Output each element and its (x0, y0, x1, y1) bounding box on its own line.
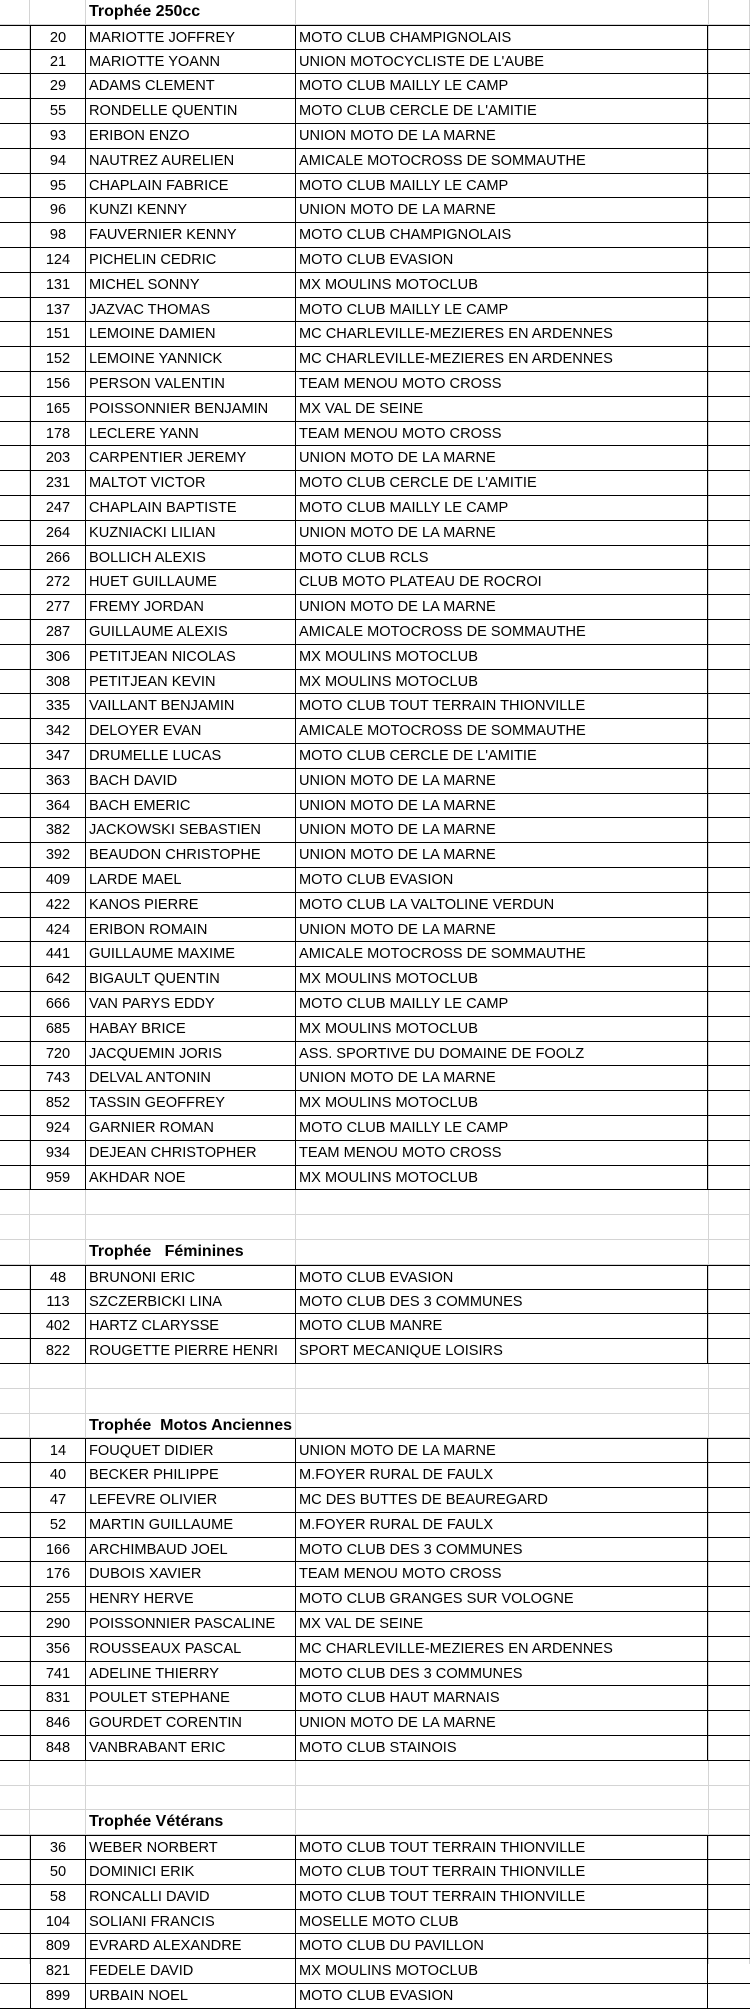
table-row (0, 670, 750, 695)
club-name: MOTO CLUB MAILLY LE CAMP (295, 496, 708, 520)
rider-number: 266 (30, 546, 85, 570)
club-name: MX VAL DE SEINE (295, 397, 708, 421)
club-name: CLUB MOTO PLATEAU DE ROCROI (295, 570, 708, 594)
rider-number: 741 (30, 1662, 85, 1686)
rider-number: 124 (30, 248, 85, 272)
club-name: MOTO CLUB EVASION (295, 248, 708, 272)
table-row (0, 1612, 750, 1637)
club-name: MOTO CLUB EVASION (295, 868, 708, 892)
rider-name: BOLLICH ALEXIS (85, 546, 295, 570)
club-name: AMICALE MOTOCROSS DE SOMMAUTHE (295, 942, 708, 966)
rider-number: 48 (30, 1266, 85, 1289)
club-name: AMICALE MOTOCROSS DE SOMMAUTHE (295, 719, 708, 743)
rider-number: 272 (30, 570, 85, 594)
rider-number: 342 (30, 719, 85, 743)
club-name: MOTO CLUB MAILLY LE CAMP (295, 992, 708, 1016)
rider-number: 152 (30, 347, 85, 371)
club-name: MOTO CLUB TOUT TERRAIN THIONVILLE (295, 1860, 708, 1884)
table-row (0, 322, 750, 347)
table-row (0, 372, 750, 397)
rider-name: BEAUDON CHRISTOPHE (85, 843, 295, 867)
club-name: MX MOULINS MOTOCLUB (295, 1017, 708, 1041)
rider-number: 95 (30, 174, 85, 198)
rider-number: 151 (30, 322, 85, 346)
club-name: MOTO CLUB CERCLE DE L'AMITIE (295, 99, 708, 123)
table-row (0, 74, 750, 99)
rider-name: EVRARD ALEXANDRE (85, 1934, 295, 1958)
rider-name: POISSONNIER PASCALINE (85, 1612, 295, 1636)
rider-name: DUBOIS XAVIER (85, 1562, 295, 1586)
rider-name: RONCALLI DAVID (85, 1885, 295, 1909)
rider-name: JACKOWSKI SEBASTIEN (85, 818, 295, 842)
rider-number: 231 (30, 471, 85, 495)
club-name: MX MOULINS MOTOCLUB (295, 1959, 708, 1983)
rider-number: 98 (30, 223, 85, 247)
table-row (0, 1141, 750, 1166)
blank-row (0, 1364, 750, 1389)
blank-row (0, 1389, 750, 1414)
table-row (0, 595, 750, 620)
club-name: UNION MOTO DE LA MARNE (295, 446, 708, 470)
rider-name: HUET GUILLAUME (85, 570, 295, 594)
club-name: MX VAL DE SEINE (295, 1612, 708, 1636)
rider-name: ARCHIMBAUD JOEL (85, 1538, 295, 1562)
club-name: MOSELLE MOTO CLUB (295, 1910, 708, 1934)
club-name: MOTO CLUB LA VALTOLINE VERDUN (295, 893, 708, 917)
rider-name: GOURDET CORENTIN (85, 1711, 295, 1735)
rider-name: ERIBON ENZO (85, 124, 295, 148)
table-row (0, 50, 750, 75)
rider-name: VANBRABANT ERIC (85, 1736, 295, 1760)
section-title-row (0, 1240, 750, 1265)
table-row (0, 1091, 750, 1116)
table-row (0, 1017, 750, 1042)
rider-name: HENRY HERVE (85, 1587, 295, 1611)
table-row (0, 446, 750, 471)
rider-number: 422 (30, 893, 85, 917)
table-row (0, 397, 750, 422)
club-name: MOTO CLUB STAINOIS (295, 1736, 708, 1760)
rider-number: 14 (30, 1439, 85, 1462)
rider-name: CHAPLAIN BAPTISTE (85, 496, 295, 520)
table-row (0, 521, 750, 546)
table-row (0, 694, 750, 719)
rider-name: FREMY JORDAN (85, 595, 295, 619)
rider-number: 52 (30, 1513, 85, 1537)
table-row (0, 1066, 750, 1091)
club-name: MOTO CLUB EVASION (295, 1984, 708, 2008)
rider-number: 308 (30, 670, 85, 694)
rider-name: DELVAL ANTONIN (85, 1066, 295, 1090)
rider-number: 131 (30, 273, 85, 297)
rider-name: LEMOINE YANNICK (85, 347, 295, 371)
rider-name: ADELINE THIERRY (85, 1662, 295, 1686)
rider-number: 720 (30, 1042, 85, 1066)
rider-number: 821 (30, 1959, 85, 1983)
rider-number: 899 (30, 1984, 85, 2008)
club-name: TEAM MENOU MOTO CROSS (295, 1562, 708, 1586)
blank-row (0, 1786, 750, 1811)
club-name: TEAM MENOU MOTO CROSS (295, 1141, 708, 1165)
rider-name: PETITJEAN NICOLAS (85, 645, 295, 669)
rider-number: 176 (30, 1562, 85, 1586)
rider-name: KUNZI KENNY (85, 198, 295, 222)
rider-number: 743 (30, 1066, 85, 1090)
rider-name: DRUMELLE LUCAS (85, 744, 295, 768)
club-name: MC DES BUTTES DE BEAUREGARD (295, 1488, 708, 1512)
rider-name: BIGAULT QUENTIN (85, 967, 295, 991)
club-name: MOTO CLUB GRANGES SUR VOLOGNE (295, 1587, 708, 1611)
rider-number: 94 (30, 149, 85, 173)
club-name: UNION MOTO DE LA MARNE (295, 818, 708, 842)
club-name: MOTO CLUB EVASION (295, 1266, 708, 1289)
section-title: Trophée 250cc (89, 3, 201, 20)
club-name: MOTO CLUB DES 3 COMMUNES (295, 1538, 708, 1562)
rider-number: 666 (30, 992, 85, 1016)
club-name: UNION MOTO DE LA MARNE (295, 124, 708, 148)
rider-name: BACH DAVID (85, 769, 295, 793)
rider-number: 40 (30, 1463, 85, 1487)
club-name: MOTO CLUB TOUT TERRAIN THIONVILLE (295, 694, 708, 718)
rider-number: 203 (30, 446, 85, 470)
rider-number: 36 (30, 1836, 85, 1859)
rider-number: 287 (30, 620, 85, 644)
rider-name: LARDE MAEL (85, 868, 295, 892)
rider-name: WEBER NORBERT (85, 1836, 295, 1859)
club-name: MOTO CLUB MAILLY LE CAMP (295, 1116, 708, 1140)
table-row (0, 868, 750, 893)
club-name: UNION MOTOCYCLISTE DE L'AUBE (295, 50, 708, 74)
table-row (0, 1860, 750, 1885)
rider-number: 846 (30, 1711, 85, 1735)
rider-name: MARIOTTE JOFFREY (85, 26, 295, 49)
rider-name: POULET STEPHANE (85, 1686, 295, 1710)
club-name: UNION MOTO DE LA MARNE (295, 198, 708, 222)
club-name: MX MOULINS MOTOCLUB (295, 1091, 708, 1115)
table-row (0, 744, 750, 769)
table-row (0, 198, 750, 223)
table-row (0, 99, 750, 124)
table-row (0, 1314, 750, 1339)
club-name: AMICALE MOTOCROSS DE SOMMAUTHE (295, 620, 708, 644)
rider-number: 21 (30, 50, 85, 74)
club-name: UNION MOTO DE LA MARNE (295, 794, 708, 818)
club-name: UNION MOTO DE LA MARNE (295, 1711, 708, 1735)
rider-number: 809 (30, 1934, 85, 1958)
rider-name: NAUTREZ AURELIEN (85, 149, 295, 173)
table-row (0, 794, 750, 819)
rider-name: VAILLANT BENJAMIN (85, 694, 295, 718)
rider-number: 96 (30, 198, 85, 222)
table-row (0, 769, 750, 794)
rider-number: 959 (30, 1166, 85, 1190)
section-title-row (0, 1414, 750, 1439)
table-row (0, 942, 750, 967)
rider-number: 247 (30, 496, 85, 520)
rider-number: 255 (30, 1587, 85, 1611)
rider-name: MALTOT VICTOR (85, 471, 295, 495)
table-row (0, 1835, 750, 1860)
rider-name: DOMINICI ERIK (85, 1860, 295, 1884)
rider-name: HARTZ CLARYSSE (85, 1314, 295, 1338)
table-row (0, 1662, 750, 1687)
table-row (0, 1910, 750, 1935)
rider-name: ROUGETTE PIERRE HENRI (85, 1339, 295, 1363)
table-row (0, 1265, 750, 1290)
rider-name: LEMOINE DAMIEN (85, 322, 295, 346)
table-row (0, 1587, 750, 1612)
rider-name: TASSIN GEOFFREY (85, 1091, 295, 1115)
rider-number: 104 (30, 1910, 85, 1934)
rider-name: JAZVAC THOMAS (85, 298, 295, 322)
rider-name: KANOS PIERRE (85, 893, 295, 917)
rider-name: RONDELLE QUENTIN (85, 99, 295, 123)
club-name: MOTO CLUB DES 3 COMMUNES (295, 1662, 708, 1686)
rider-number: 166 (30, 1538, 85, 1562)
rider-name: BACH EMERIC (85, 794, 295, 818)
table-row (0, 1488, 750, 1513)
table-row (0, 1513, 750, 1538)
rider-number: 165 (30, 397, 85, 421)
rider-name: BECKER PHILIPPE (85, 1463, 295, 1487)
rider-number: 29 (30, 74, 85, 98)
rider-name: MICHEL SONNY (85, 273, 295, 297)
rider-name: SZCZERBICKI LINA (85, 1290, 295, 1314)
club-name: MOTO CLUB DES 3 COMMUNES (295, 1290, 708, 1314)
rider-number: 852 (30, 1091, 85, 1115)
rider-name: MARIOTTE YOANN (85, 50, 295, 74)
rider-name: MARTIN GUILLAUME (85, 1513, 295, 1537)
section-title-row (0, 1810, 750, 1835)
rider-name: PETITJEAN KEVIN (85, 670, 295, 694)
rider-number: 382 (30, 818, 85, 842)
table-row (0, 620, 750, 645)
rider-number: 50 (30, 1860, 85, 1884)
club-name: UNION MOTO DE LA MARNE (295, 595, 708, 619)
rider-number: 934 (30, 1141, 85, 1165)
section-title: Trophée Féminines (89, 1243, 244, 1260)
rider-name: PICHELIN CEDRIC (85, 248, 295, 272)
rider-name: BRUNONI ERIC (85, 1266, 295, 1289)
rider-number: 848 (30, 1736, 85, 1760)
club-name: MOTO CLUB TOUT TERRAIN THIONVILLE (295, 1885, 708, 1909)
rider-number: 290 (30, 1612, 85, 1636)
rider-name: JACQUEMIN JORIS (85, 1042, 295, 1066)
table-row (0, 1562, 750, 1587)
table-row (0, 1042, 750, 1067)
club-name: MOTO CLUB RCLS (295, 546, 708, 570)
rider-number: 424 (30, 918, 85, 942)
club-name: AMICALE MOTOCROSS DE SOMMAUTHE (295, 149, 708, 173)
table-row (0, 1438, 750, 1463)
blank-row (0, 1190, 750, 1215)
table-row (0, 818, 750, 843)
table-row (0, 719, 750, 744)
rider-name: FOUQUET DIDIER (85, 1439, 295, 1462)
rider-number: 924 (30, 1116, 85, 1140)
rider-name: KUZNIACKI LILIAN (85, 521, 295, 545)
club-name: TEAM MENOU MOTO CROSS (295, 372, 708, 396)
club-name: UNION MOTO DE LA MARNE (295, 918, 708, 942)
table-row (0, 893, 750, 918)
table-row (0, 471, 750, 496)
table-row (0, 1116, 750, 1141)
club-name: MOTO CLUB CERCLE DE L'AMITIE (295, 471, 708, 495)
table-row (0, 25, 750, 50)
rider-number: 822 (30, 1339, 85, 1363)
rider-name: CARPENTIER JEREMY (85, 446, 295, 470)
rider-name: CHAPLAIN FABRICE (85, 174, 295, 198)
table-row (0, 1538, 750, 1563)
rider-number: 93 (30, 124, 85, 148)
club-name: MOTO CLUB CHAMPIGNOLAIS (295, 223, 708, 247)
rider-number: 156 (30, 372, 85, 396)
table-row (0, 1290, 750, 1315)
table-row (0, 1959, 750, 1984)
rider-number: 441 (30, 942, 85, 966)
rider-number: 55 (30, 99, 85, 123)
club-name: MOTO CLUB HAUT MARNAIS (295, 1686, 708, 1710)
club-name: UNION MOTO DE LA MARNE (295, 843, 708, 867)
table-row (0, 570, 750, 595)
rider-name: HABAY BRICE (85, 1017, 295, 1041)
rider-number: 363 (30, 769, 85, 793)
rider-number: 47 (30, 1488, 85, 1512)
club-name: TEAM MENOU MOTO CROSS (295, 422, 708, 446)
rider-number: 264 (30, 521, 85, 545)
rider-number: 364 (30, 794, 85, 818)
table-row (0, 1711, 750, 1736)
table-row (0, 223, 750, 248)
club-name: MC CHARLEVILLE-MEZIERES EN ARDENNES (295, 347, 708, 371)
rider-number: 113 (30, 1290, 85, 1314)
rider-name: LECLERE YANN (85, 422, 295, 446)
rider-number: 685 (30, 1017, 85, 1041)
table-row (0, 1934, 750, 1959)
club-name: MX MOULINS MOTOCLUB (295, 273, 708, 297)
table-row (0, 992, 750, 1017)
table-row (0, 1463, 750, 1488)
club-name: MOTO CLUB MAILLY LE CAMP (295, 298, 708, 322)
club-name: UNION MOTO DE LA MARNE (295, 1439, 708, 1462)
rider-number: 306 (30, 645, 85, 669)
rider-name: URBAIN NOEL (85, 1984, 295, 2008)
table-row (0, 1339, 750, 1364)
club-name: MX MOULINS MOTOCLUB (295, 1166, 708, 1190)
table-row (0, 1166, 750, 1191)
club-name: MX MOULINS MOTOCLUB (295, 645, 708, 669)
club-name: M.FOYER RURAL DE FAULX (295, 1463, 708, 1487)
rider-name: PERSON VALENTIN (85, 372, 295, 396)
rider-number: 277 (30, 595, 85, 619)
section-title: Trophée Motos Anciennes (89, 1416, 292, 1434)
club-name: MC CHARLEVILLE-MEZIERES EN ARDENNES (295, 322, 708, 346)
table-row (0, 347, 750, 372)
club-name: MOTO CLUB MAILLY LE CAMP (295, 174, 708, 198)
rider-name: DEJEAN CHRISTOPHER (85, 1141, 295, 1165)
table-row (0, 422, 750, 447)
club-name: MX MOULINS MOTOCLUB (295, 670, 708, 694)
club-name: ASS. SPORTIVE DU DOMAINE DE FOOLZ (295, 1042, 708, 1066)
rider-name: FEDELE DAVID (85, 1959, 295, 1983)
table-row (0, 645, 750, 670)
club-name: MOTO CLUB CERCLE DE L'AMITIE (295, 744, 708, 768)
club-name: MOTO CLUB CHAMPIGNOLAIS (295, 26, 708, 49)
rider-name: GARNIER ROMAN (85, 1116, 295, 1140)
rider-number: 356 (30, 1637, 85, 1661)
club-name: MOTO CLUB TOUT TERRAIN THIONVILLE (295, 1836, 708, 1859)
blank-row (0, 1761, 750, 1786)
rider-name: ROUSSEAUX PASCAL (85, 1637, 295, 1661)
rider-number: 642 (30, 967, 85, 991)
rider-name: AKHDAR NOE (85, 1166, 295, 1190)
table-row (0, 1686, 750, 1711)
table-row (0, 1984, 750, 2009)
table-row (0, 496, 750, 521)
rider-name: ERIBON ROMAIN (85, 918, 295, 942)
club-name: SPORT MECANIQUE LOISIRS (295, 1339, 708, 1363)
club-name: MOTO CLUB MANRE (295, 1314, 708, 1338)
rider-number: 20 (30, 26, 85, 49)
club-name: UNION MOTO DE LA MARNE (295, 1066, 708, 1090)
rider-number: 335 (30, 694, 85, 718)
table-row (0, 918, 750, 943)
table-row (0, 149, 750, 174)
section-title: Trophée Vétérans (89, 1813, 224, 1831)
table-row (0, 248, 750, 273)
table-row (0, 273, 750, 298)
rider-number: 402 (30, 1314, 85, 1338)
rider-number: 137 (30, 298, 85, 322)
club-name: M.FOYER RURAL DE FAULX (295, 1513, 708, 1537)
table-row (0, 1637, 750, 1662)
table-row (0, 174, 750, 199)
table-row (0, 124, 750, 149)
table-row (0, 546, 750, 571)
rider-number: 409 (30, 868, 85, 892)
rider-name: DELOYER EVAN (85, 719, 295, 743)
rider-number: 831 (30, 1686, 85, 1710)
club-name: UNION MOTO DE LA MARNE (295, 769, 708, 793)
rider-name: GUILLAUME MAXIME (85, 942, 295, 966)
rider-number: 392 (30, 843, 85, 867)
section-title-row (0, 0, 750, 25)
club-name: UNION MOTO DE LA MARNE (295, 521, 708, 545)
rider-name: VAN PARYS EDDY (85, 992, 295, 1016)
club-name: MOTO CLUB DU PAVILLON (295, 1934, 708, 1958)
rider-name: POISSONNIER BENJAMIN (85, 397, 295, 421)
rider-name: GUILLAUME ALEXIS (85, 620, 295, 644)
club-name: MX MOULINS MOTOCLUB (295, 967, 708, 991)
table-row (0, 1885, 750, 1910)
rider-name: ADAMS CLEMENT (85, 74, 295, 98)
rider-number: 347 (30, 744, 85, 768)
table-row (0, 843, 750, 868)
rider-name: LEFEVRE OLIVIER (85, 1488, 295, 1512)
table-row (0, 1736, 750, 1761)
club-name: MC CHARLEVILLE-MEZIERES EN ARDENNES (295, 1637, 708, 1661)
rider-name: FAUVERNIER KENNY (85, 223, 295, 247)
table-row (0, 967, 750, 992)
table-row (0, 298, 750, 323)
rider-number: 178 (30, 422, 85, 446)
club-name: MOTO CLUB MAILLY LE CAMP (295, 74, 708, 98)
rider-name: SOLIANI FRANCIS (85, 1910, 295, 1934)
blank-row (0, 1215, 750, 1240)
rider-number: 58 (30, 1885, 85, 1909)
